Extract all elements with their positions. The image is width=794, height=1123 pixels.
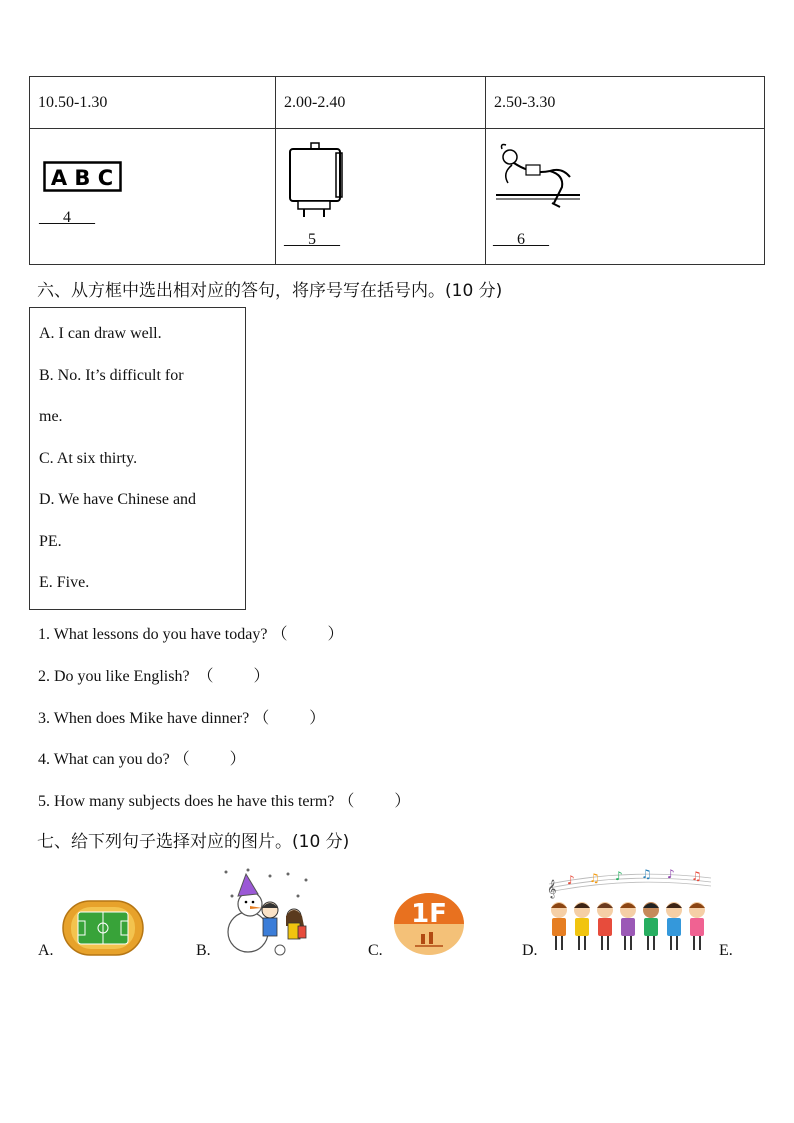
picture-label-a: A. [38,942,54,959]
drawing-board-icon [286,141,348,219]
high-jump-icon [492,141,584,213]
section-7-title: 七、给下列句子选择对应的图片。(10 分) [37,832,350,852]
svg-text:♪: ♪ [615,869,623,883]
time-cell: 2.50-3.30 [486,77,765,129]
option-b: B. No. It’s difficult for [39,367,184,384]
snowman-kids-icon [218,866,314,956]
svg-text:♫: ♫ [691,869,702,883]
svg-text:𝄞: 𝄞 [547,879,557,898]
abc-board-icon [43,161,123,193]
option-d: D. We have Chinese and [39,491,197,508]
picture-cell [30,129,276,265]
question-3: 3. When does Mike have dinner? （ ） [38,710,326,727]
option-a: A. I can draw well. [39,325,162,342]
playground-icon [62,900,144,956]
picture-label-c: C. [368,942,383,959]
svg-text:1F: 1F [411,899,447,929]
singing-children-icon [545,864,713,958]
time-cell: 10.50-1.30 [30,77,276,129]
picture-cell [486,129,765,265]
answer-blank: ___5___ [284,231,340,248]
timetable [29,76,765,265]
option-c: C. At six thirty. [39,450,138,467]
svg-text:♪: ♪ [667,867,675,881]
question-4: 4. What can you do? （ ） [38,751,246,768]
svg-text:♫: ♫ [589,871,600,885]
picture-label-e: E. [719,942,733,959]
first-floor-icon [393,892,465,956]
time-cell: 2.00-2.40 [276,77,486,129]
picture-cell [276,129,486,265]
picture-label-b: B. [196,942,211,959]
option-b-cont: me. [39,408,63,425]
option-e: E. Five. [39,574,90,591]
answer-blank: ___6___ [493,231,549,248]
svg-text:♫: ♫ [641,867,652,881]
section-6-title: 六、从方框中选出相对应的答句，将序号写在括号内。(10 分) [37,281,503,301]
svg-text:A B C: A B C [50,166,114,190]
picture-label-d: D. [522,942,538,959]
question-1: 1. What lessons do you have today? （ ） [38,626,344,643]
options-box [29,307,246,610]
answer-blank: ___4___ [39,209,95,226]
svg-text:♪: ♪ [567,873,575,887]
question-5: 5. How many subjects does he have this term? （ ） [38,793,411,810]
question-2: 2. Do you like English? （ ） [38,668,270,685]
option-d-cont: PE. [39,533,62,550]
